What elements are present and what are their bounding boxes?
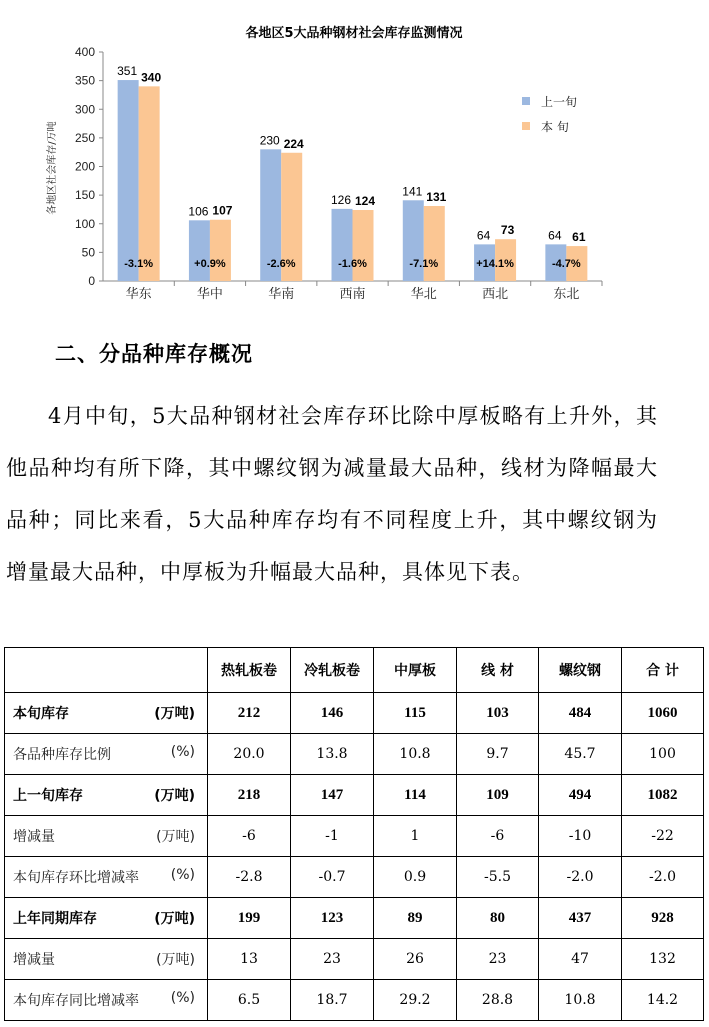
bar-cur	[139, 86, 160, 281]
value-label-cur: 131	[426, 190, 447, 205]
row-label-cell	[5, 734, 208, 775]
table-cell: 147	[291, 775, 374, 816]
legend-label-cur: 本 旬	[541, 120, 569, 134]
table-cell: 146	[291, 693, 374, 734]
table-cell: 18.7	[291, 980, 374, 1021]
y-tick-label: 50	[81, 245, 95, 260]
chart-title: 各地区5大品种钢材社会库存监测情况	[245, 26, 463, 41]
category-label: 华北	[410, 287, 437, 302]
table-cell: 109	[457, 775, 539, 816]
table-cell: -2.0	[539, 857, 622, 898]
table-row	[5, 980, 704, 1021]
change-label: +0.9%	[194, 258, 226, 270]
value-label-prev: 230	[259, 133, 280, 148]
table-cell: 494	[539, 775, 622, 816]
inventory-table	[4, 647, 704, 1021]
category-label: 西南	[339, 287, 366, 302]
change-label: -4.7%	[551, 258, 581, 270]
table-cell: 1082	[622, 775, 704, 816]
value-label-cur: 224	[283, 136, 304, 151]
y-tick-label: 250	[74, 130, 95, 145]
change-label: -1.6%	[338, 258, 367, 270]
table-cell: 123	[291, 898, 374, 939]
value-label-cur: 107	[212, 203, 233, 218]
y-tick-label: 0	[88, 274, 95, 288]
value-label-prev: 64	[548, 228, 562, 243]
row-unit: (万吨)	[156, 952, 195, 968]
bar-cur	[353, 210, 374, 281]
value-label-prev: 106	[188, 204, 209, 219]
y-tick-label: 100	[74, 216, 95, 231]
row-unit: (万吨)	[154, 706, 195, 722]
table-cell: -0.7	[291, 857, 374, 898]
table-cell: 13.8	[291, 734, 374, 775]
table-cell: 132	[622, 939, 704, 980]
table-cell: 45.7	[539, 734, 622, 775]
value-label-cur: 73	[500, 223, 515, 238]
header-cell: 中厚板	[374, 648, 457, 693]
value-label-cur: 340	[141, 70, 162, 85]
legend-swatch-cur	[522, 122, 530, 130]
table-row	[5, 816, 704, 857]
table-cell: 115	[374, 693, 457, 734]
row-unit: (%)	[170, 867, 195, 883]
summary-paragraph: 4月中旬，5大品种钢材社会库存环比除中厚板略有上升外，其他品种均有所下降，其中螺纹钢为减量最大品种，线材为降幅最大品种；同比来看，5大品种库存均有不同程度上升，其中螺纹钢为增量最大品种，中厚板为升幅最大品种，具体见下表。	[6, 404, 658, 584]
table-cell: 80	[457, 898, 539, 939]
table-cell: 13	[208, 939, 291, 980]
y-tick-label: 350	[74, 73, 95, 88]
table-cell: 103	[457, 693, 539, 734]
table-cell: 199	[208, 898, 291, 939]
table-cell: 23	[291, 939, 374, 980]
row-label: 增减量	[13, 829, 55, 845]
value-label-prev: 126	[330, 192, 352, 207]
value-label-prev: 141	[402, 184, 423, 199]
table-cell: 89	[374, 898, 457, 939]
inventory-chart	[0, 0, 709, 315]
table-cell: 29.2	[374, 980, 457, 1021]
table-cell: -1	[291, 816, 374, 857]
value-label-cur: 61	[572, 230, 586, 245]
row-unit: (%)	[170, 990, 195, 1006]
row-label-cell	[5, 898, 208, 939]
table-row	[5, 734, 704, 775]
category-label: 西北	[482, 287, 509, 302]
table-cell: 1	[374, 816, 457, 857]
row-label: 上一旬库存	[13, 788, 83, 804]
table-cell: -10	[539, 816, 622, 857]
category-label: 东北	[553, 287, 580, 302]
row-unit: (万吨)	[156, 829, 195, 845]
table-row	[5, 857, 704, 898]
table-cell: 0.9	[374, 857, 457, 898]
category-label: 华东	[125, 287, 152, 302]
row-label-cell	[5, 775, 208, 816]
row-label-cell	[5, 980, 208, 1021]
bar-cur	[210, 220, 231, 281]
header-cell: 合 计	[622, 648, 704, 693]
legend-label-prev: 上一旬	[541, 95, 578, 109]
bar-prev	[118, 80, 139, 281]
row-label: 各品种库存比例	[13, 747, 111, 763]
table-cell: 10.8	[374, 734, 457, 775]
row-label: 增减量	[13, 952, 55, 968]
table-row	[5, 898, 704, 939]
table-cell: 28.8	[457, 980, 539, 1021]
y-tick-label: 150	[74, 188, 95, 203]
table-cell: 484	[539, 693, 622, 734]
row-unit: (万吨)	[154, 788, 195, 804]
row-label: 本旬库存	[13, 706, 69, 722]
row-label-cell	[5, 857, 208, 898]
table-cell: 47	[539, 939, 622, 980]
table-cell: -5.5	[457, 857, 539, 898]
table-row	[5, 775, 704, 816]
value-label-cur: 124	[354, 194, 376, 209]
table-cell: 218	[208, 775, 291, 816]
table-row	[5, 939, 704, 980]
chart-svg	[0, 0, 709, 315]
change-label: +14.1%	[476, 258, 514, 270]
table-cell: 20.0	[208, 734, 291, 775]
y-axis-label: 各地区社会库存/万吨	[47, 121, 58, 215]
table-cell: -6	[208, 816, 291, 857]
bar-prev	[332, 209, 353, 281]
table-cell: 23	[457, 939, 539, 980]
table-cell: 928	[622, 898, 704, 939]
table-cell: 212	[208, 693, 291, 734]
header-cell: 线 材	[457, 648, 539, 693]
category-label: 华南	[268, 287, 295, 302]
change-label: -3.1%	[124, 258, 154, 270]
header-cell	[5, 648, 208, 693]
table-cell: 14.2	[622, 980, 704, 1021]
table-cell: -22	[622, 816, 704, 857]
category-label: 华中	[196, 287, 223, 302]
table-cell: 26	[374, 939, 457, 980]
table-header-row	[5, 648, 704, 693]
row-label-cell	[5, 693, 208, 734]
value-label-prev: 64	[476, 228, 491, 243]
table-cell: -6	[457, 816, 539, 857]
table-cell: 1060	[622, 693, 704, 734]
y-tick-label: 200	[74, 159, 95, 174]
row-unit: (%)	[170, 744, 195, 760]
table-cell: -2.0	[622, 857, 704, 898]
change-label: -2.6%	[266, 258, 296, 270]
table-cell: 10.8	[539, 980, 622, 1021]
table-cell: 9.7	[457, 734, 539, 775]
table-cell: 114	[374, 775, 457, 816]
row-label-cell	[5, 816, 208, 857]
table-cell: 100	[622, 734, 704, 775]
row-label: 本旬库存同比增减率	[13, 993, 139, 1009]
y-tick-label: 400	[74, 45, 95, 59]
section-title: 二、分品种库存概况	[55, 342, 253, 366]
change-label: -7.1%	[409, 258, 439, 270]
bar-prev	[189, 220, 210, 281]
table-row	[5, 693, 704, 734]
row-label: 上年同期库存	[13, 911, 97, 927]
table-cell: -2.8	[208, 857, 291, 898]
y-tick-label: 300	[74, 102, 95, 117]
table-cell: 437	[539, 898, 622, 939]
legend-swatch-prev	[522, 97, 530, 105]
row-label-cell	[5, 939, 208, 980]
table-cell: 6.5	[208, 980, 291, 1021]
header-cell: 热轧板卷	[208, 648, 291, 693]
header-cell: 螺纹钢	[539, 648, 622, 693]
value-label-prev: 351	[117, 64, 138, 79]
header-cell: 冷轧板卷	[291, 648, 374, 693]
row-label: 本旬库存环比增减率	[13, 870, 139, 886]
row-unit: (万吨)	[154, 911, 195, 927]
